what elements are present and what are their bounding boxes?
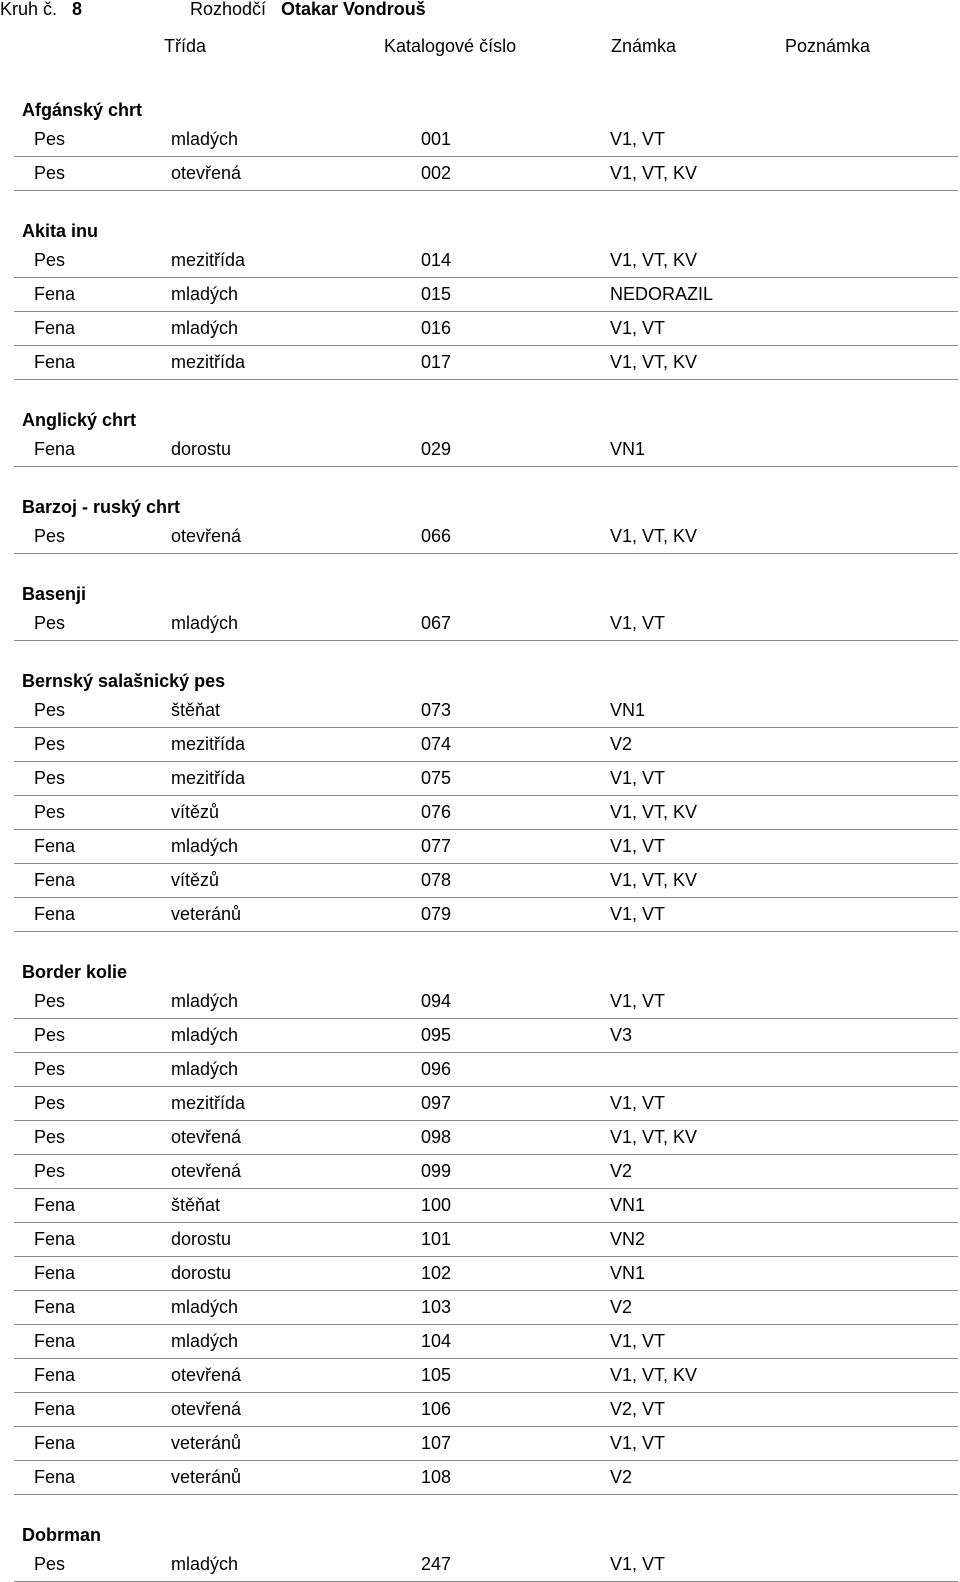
entry-grade: V2 bbox=[610, 1161, 633, 1181]
entry-grade: NEDORAZIL bbox=[610, 284, 714, 304]
table-row bbox=[14, 796, 958, 830]
entry-catalog-number: 098 bbox=[421, 1127, 452, 1147]
breed-name: Basenji bbox=[22, 584, 87, 604]
entry-class: dorostu bbox=[171, 1229, 232, 1249]
table-row bbox=[14, 898, 958, 932]
entry-grade: VN1 bbox=[610, 439, 646, 459]
table-row bbox=[14, 607, 958, 641]
entry-class: otevřená bbox=[171, 1127, 242, 1147]
breed-title bbox=[0, 1495, 960, 1548]
table-row bbox=[14, 244, 958, 278]
entry-grade: V3 bbox=[610, 1025, 633, 1045]
entry-sex: Pes bbox=[34, 526, 66, 546]
entry-sex: Fena bbox=[34, 1433, 76, 1453]
entry-catalog-number: 247 bbox=[421, 1554, 452, 1574]
entry-sex: Pes bbox=[34, 1025, 66, 1045]
entry-catalog-number: 079 bbox=[421, 904, 452, 924]
entry-catalog-number: 075 bbox=[421, 768, 452, 788]
entry-sex: Fena bbox=[34, 318, 76, 338]
entry-sex: Pes bbox=[34, 991, 66, 1011]
entry-catalog-number: 106 bbox=[421, 1399, 452, 1419]
entry-class: otevřená bbox=[171, 1399, 242, 1419]
entry-grade: V1, VT, KV bbox=[610, 250, 698, 270]
entry-catalog-number: 097 bbox=[421, 1093, 452, 1113]
table-row bbox=[14, 1155, 958, 1189]
entry-catalog-number: 073 bbox=[421, 700, 452, 720]
table-row bbox=[14, 762, 958, 796]
entry-catalog-number: 078 bbox=[421, 870, 452, 890]
entry-sex: Fena bbox=[34, 836, 76, 856]
entry-sex: Fena bbox=[34, 1297, 76, 1317]
table-row bbox=[14, 123, 958, 157]
breed-name: Anglický chrt bbox=[22, 410, 137, 430]
entry-class: mezitřída bbox=[171, 768, 246, 788]
breed-name: Dobrman bbox=[22, 1525, 102, 1545]
table-row bbox=[14, 1121, 958, 1155]
entry-class: mladých bbox=[171, 613, 239, 633]
entry-grade: V1, VT bbox=[610, 768, 666, 788]
ring-label: Kruh č. bbox=[0, 0, 58, 19]
table-row bbox=[14, 1548, 958, 1582]
entry-sex: Pes bbox=[34, 1554, 66, 1574]
entry-grade: V1, VT, KV bbox=[610, 1365, 698, 1385]
entry-class: veteránů bbox=[171, 1467, 242, 1487]
entry-sex: Pes bbox=[34, 734, 66, 754]
breed-name: Barzoj - ruský chrt bbox=[22, 497, 181, 517]
entry-catalog-number: 017 bbox=[421, 352, 452, 372]
breed-section bbox=[0, 191, 960, 380]
breed-section bbox=[0, 70, 960, 191]
entry-sex: Pes bbox=[34, 1127, 66, 1147]
table-row bbox=[14, 728, 958, 762]
breed-title bbox=[0, 467, 960, 520]
entry-sex: Pes bbox=[34, 250, 66, 270]
entry-catalog-number: 015 bbox=[421, 284, 452, 304]
breed-title bbox=[0, 191, 960, 244]
entry-catalog-number: 107 bbox=[421, 1433, 452, 1453]
entry-grade: V1, VT bbox=[610, 1554, 666, 1574]
column-header bbox=[0, 36, 960, 56]
entry-grade: V1, VT, KV bbox=[610, 1127, 698, 1147]
entry-sex: Fena bbox=[34, 352, 76, 372]
entry-catalog-number: 096 bbox=[421, 1059, 452, 1079]
entry-sex: Pes bbox=[34, 1059, 66, 1079]
entry-catalog-number: 076 bbox=[421, 802, 452, 822]
entry-catalog-number: 108 bbox=[421, 1467, 452, 1487]
entry-grade: V1, VT bbox=[610, 1331, 666, 1351]
breed-section bbox=[0, 467, 960, 554]
results-list bbox=[0, 70, 960, 1582]
entry-catalog-number: 029 bbox=[421, 439, 452, 459]
entry-sex: Fena bbox=[34, 1331, 76, 1351]
entry-class: otevřená bbox=[171, 163, 242, 183]
table-row bbox=[14, 278, 958, 312]
table-row bbox=[14, 1359, 958, 1393]
entry-grade: V1, VT bbox=[610, 991, 666, 1011]
entry-grade: V1, VT bbox=[610, 129, 666, 149]
column-catalog-number: Katalogové číslo bbox=[384, 36, 517, 56]
column-class: Třída bbox=[164, 36, 207, 56]
table-row bbox=[14, 1053, 958, 1087]
entry-sex: Fena bbox=[34, 1365, 76, 1385]
entry-class: mladých bbox=[171, 1059, 239, 1079]
table-row bbox=[14, 1087, 958, 1121]
entry-grade: VN1 bbox=[610, 1263, 646, 1283]
entry-grade: V1, VT bbox=[610, 1093, 666, 1113]
entry-sex: Pes bbox=[34, 613, 66, 633]
breed-section bbox=[0, 1495, 960, 1582]
entry-sex: Pes bbox=[34, 163, 66, 183]
entry-grade: V1, VT, KV bbox=[610, 352, 698, 372]
entry-catalog-number: 002 bbox=[421, 163, 452, 183]
entry-catalog-number: 014 bbox=[421, 250, 452, 270]
entry-sex: Pes bbox=[34, 802, 66, 822]
entry-class: mladých bbox=[171, 129, 239, 149]
table-row bbox=[14, 157, 958, 191]
entry-sex: Fena bbox=[34, 870, 76, 890]
entry-catalog-number: 094 bbox=[421, 991, 452, 1011]
entry-class: mezitřída bbox=[171, 1093, 246, 1113]
entry-sex: Fena bbox=[34, 904, 76, 924]
entry-grade: V1, VT bbox=[610, 1433, 666, 1453]
ring-number: 8 bbox=[72, 0, 83, 19]
entry-catalog-number: 001 bbox=[421, 129, 452, 149]
entry-class: dorostu bbox=[171, 439, 232, 459]
entry-class: otevřená bbox=[171, 526, 242, 546]
table-row bbox=[14, 520, 958, 554]
breed-name: Bernský salašnický pes bbox=[22, 671, 226, 691]
breed-title bbox=[0, 380, 960, 433]
entry-grade: V1, VT, KV bbox=[610, 802, 698, 822]
breed-name: Border kolie bbox=[22, 962, 128, 982]
entry-class: mladých bbox=[171, 284, 239, 304]
entry-grade: V2 bbox=[610, 1297, 633, 1317]
entry-catalog-number: 103 bbox=[421, 1297, 452, 1317]
entry-grade: V1, VT bbox=[610, 613, 666, 633]
column-note: Poznámka bbox=[785, 36, 871, 56]
entry-catalog-number: 101 bbox=[421, 1229, 452, 1249]
entry-grade: VN1 bbox=[610, 1195, 646, 1215]
entry-catalog-number: 100 bbox=[421, 1195, 452, 1215]
table-row bbox=[14, 1461, 958, 1495]
entry-catalog-number: 095 bbox=[421, 1025, 452, 1045]
entry-class: vítězů bbox=[171, 870, 220, 890]
entry-sex: Fena bbox=[34, 1467, 76, 1487]
table-row bbox=[14, 346, 958, 380]
entry-catalog-number: 099 bbox=[421, 1161, 452, 1181]
breed-section bbox=[0, 554, 960, 641]
entry-sex: Fena bbox=[34, 1263, 76, 1283]
entry-catalog-number: 067 bbox=[421, 613, 452, 633]
table-row bbox=[14, 1223, 958, 1257]
entry-class: mezitřída bbox=[171, 352, 246, 372]
table-row bbox=[14, 1393, 958, 1427]
breed-title bbox=[0, 554, 960, 607]
entry-class: mladých bbox=[171, 991, 239, 1011]
judge-name: Otakar Vondrouš bbox=[281, 0, 426, 19]
entry-class: štěňat bbox=[171, 1195, 221, 1215]
table-row bbox=[14, 864, 958, 898]
entry-class: dorostu bbox=[171, 1263, 232, 1283]
entry-class: mladých bbox=[171, 1554, 239, 1574]
table-row bbox=[14, 1325, 958, 1359]
entry-sex: Pes bbox=[34, 700, 66, 720]
table-row bbox=[14, 830, 958, 864]
judge-label: Rozhodčí bbox=[190, 0, 267, 19]
entry-sex: Fena bbox=[34, 1195, 76, 1215]
entry-class: mladých bbox=[171, 1297, 239, 1317]
entry-sex: Fena bbox=[34, 1229, 76, 1249]
entry-grade: V2 bbox=[610, 734, 633, 754]
table-row bbox=[14, 312, 958, 346]
table-row bbox=[14, 1189, 958, 1223]
table-row bbox=[14, 1291, 958, 1325]
entry-grade: V1, VT bbox=[610, 904, 666, 924]
breed-name: Akita inu bbox=[22, 221, 99, 241]
entry-grade: V1, VT, KV bbox=[610, 163, 698, 183]
entry-catalog-number: 105 bbox=[421, 1365, 452, 1385]
entry-grade: V2, VT bbox=[610, 1399, 666, 1419]
entry-catalog-number: 077 bbox=[421, 836, 452, 856]
entry-catalog-number: 074 bbox=[421, 734, 452, 754]
entry-sex: Pes bbox=[34, 1093, 66, 1113]
entry-sex: Pes bbox=[34, 768, 66, 788]
entry-class: veteránů bbox=[171, 1433, 242, 1453]
entry-class: otevřená bbox=[171, 1161, 242, 1181]
entry-class: mladých bbox=[171, 1331, 239, 1351]
breed-title bbox=[0, 932, 960, 985]
entry-catalog-number: 104 bbox=[421, 1331, 452, 1351]
table-row bbox=[14, 985, 958, 1019]
entry-sex: Fena bbox=[34, 439, 76, 459]
breed-section bbox=[0, 380, 960, 467]
entry-class: mladých bbox=[171, 318, 239, 338]
entry-class: mezitřída bbox=[171, 250, 246, 270]
entry-grade: V1, VT bbox=[610, 836, 666, 856]
table-row bbox=[14, 1427, 958, 1461]
table-row bbox=[14, 694, 958, 728]
entry-class: štěňat bbox=[171, 700, 221, 720]
table-row bbox=[14, 1019, 958, 1053]
breed-title bbox=[0, 70, 960, 123]
column-grade: Známka bbox=[611, 36, 677, 56]
entry-grade: VN2 bbox=[610, 1229, 646, 1249]
table-row bbox=[14, 1257, 958, 1291]
entry-class: mezitřída bbox=[171, 734, 246, 754]
entry-sex: Pes bbox=[34, 1161, 66, 1181]
entry-grade: V1, VT bbox=[610, 318, 666, 338]
entry-class: veteránů bbox=[171, 904, 242, 924]
entry-grade: V1, VT, KV bbox=[610, 870, 698, 890]
breed-section bbox=[0, 932, 960, 1495]
breed-name: Afgánský chrt bbox=[22, 100, 143, 120]
entry-class: mladých bbox=[171, 836, 239, 856]
entry-catalog-number: 102 bbox=[421, 1263, 452, 1283]
entry-catalog-number: 066 bbox=[421, 526, 452, 546]
breed-section bbox=[0, 641, 960, 932]
entry-class: mladých bbox=[171, 1025, 239, 1045]
entry-sex: Fena bbox=[34, 1399, 76, 1419]
page-header bbox=[0, 0, 960, 70]
breed-title bbox=[0, 641, 960, 694]
entry-grade: V1, VT, KV bbox=[610, 526, 698, 546]
entry-sex: Fena bbox=[34, 284, 76, 304]
entry-class: otevřená bbox=[171, 1365, 242, 1385]
table-row bbox=[14, 433, 958, 467]
entry-grade: V2 bbox=[610, 1467, 633, 1487]
entry-grade: VN1 bbox=[610, 700, 646, 720]
entry-sex: Pes bbox=[34, 129, 66, 149]
entry-class: vítězů bbox=[171, 802, 220, 822]
entry-catalog-number: 016 bbox=[421, 318, 452, 338]
